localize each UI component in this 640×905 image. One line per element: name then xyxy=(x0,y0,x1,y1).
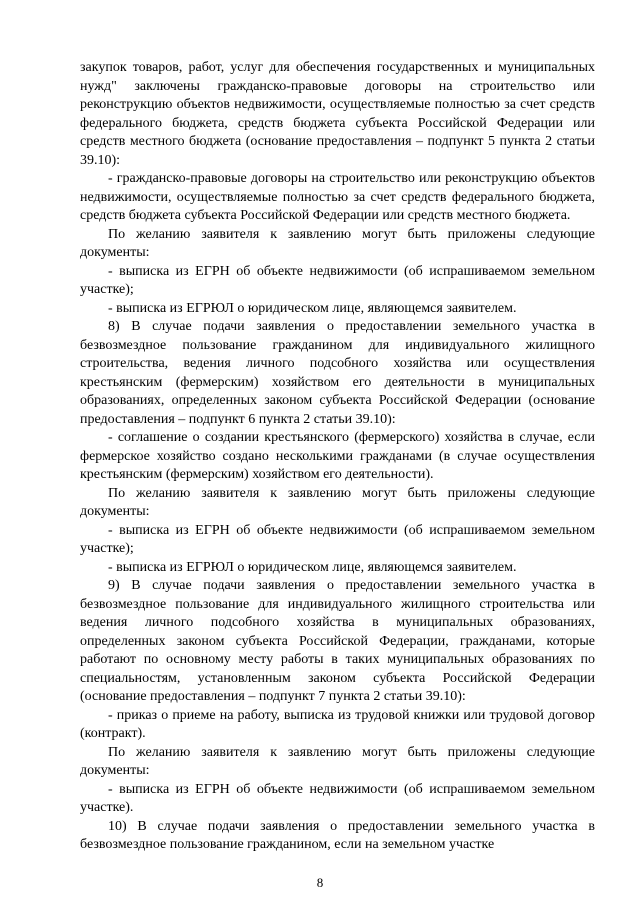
page-number: 8 xyxy=(316,875,324,890)
paragraph: - приказ о приеме на работу, выписка из трудовой книжки или трудовой договор (контракт). xyxy=(80,707,595,741)
paragraph: - выписка из ЕГРН об объекте недвижимости (об испрашиваемом земельном участке). xyxy=(80,781,595,815)
paragraph: По желанию заявителя к заявлению могут быть приложены следующие документы: xyxy=(80,485,595,519)
paragraph: По желанию заявителя к заявлению могут быть приложены следующие документы: xyxy=(80,226,595,260)
paragraph: 9) В случае подачи заявления о предоставлении земельного участка в безвозмездное пользование для индивидуального жилищного строительства или ведения личного подсобного хозяйства в муниципальных образованиях, определенных законом субъекта Российской Федерации, гражданами, которые работают по основному месту работы в таких муниципальных образованиях по специальностям, установленным законом субъекта Российской Федерации (основание предоставления – подпункт 7 пункта 2 статьи 39.10): xyxy=(80,578,595,704)
paragraph: По желанию заявителя к заявлению могут быть приложены следующие документы: xyxy=(80,744,595,778)
paragraph: 10) В случае подачи заявления о предоставлении земельного участка в безвозмездное пользование гражданином, если на земельном участке xyxy=(80,818,595,852)
paragraph: - выписка из ЕГРЮЛ о юридическом лице, являющемся заявителем. xyxy=(108,559,517,575)
paragraph: закупок товаров, работ, услуг для обеспечения государственных и муниципальных нужд" заключены гражданско-правовые договоры на строительство или реконструкцию объектов недвижимости, осуществляемые полностью за счет средств федерального бюджета, средств бюджета субъекта Российской Федерации или средств местного бюджета (основание предоставления – подпункт 5 пункта 2 статьи 39.10): xyxy=(80,60,595,168)
paragraph: - выписка из ЕГРН об объекте недвижимости (об испрашиваемом земельном участке); xyxy=(80,522,595,556)
paragraph: 8) В случае подачи заявления о предоставлении земельного участка в безвозмездное пользование гражданином для индивидуального жилищного строительства, ведения личного подсобного хозяйства или осуществления крестьянским (фермерским) хозяйством его деятельности в муниципальных образованиях, определенных законом субъекта Российской Федерации (основание предоставления – подпункт 6 пункта 2 статьи 39.10): xyxy=(80,319,595,427)
paragraph: - выписка из ЕГРН об объекте недвижимости (об испрашиваемом земельном участке); xyxy=(80,263,595,297)
paragraph: - гражданско-правовые договоры на строительство или реконструкцию объектов недвижимости, осуществляемые полностью за счет средств федерального бюджета, средств бюджета субъекта Российской Федерации или средств местного бюджета. xyxy=(80,171,595,223)
document-body xyxy=(80,59,595,855)
paragraph: - выписка из ЕГРЮЛ о юридическом лице, являющемся заявителем. xyxy=(108,300,517,316)
paragraph: - соглашение о создании крестьянского (фермерского) хозяйства в случае, если фермерское хозяйство создано несколькими гражданами (в случае осуществления крестьянским (фермерским) хозяйством его деятельности). xyxy=(80,430,595,482)
